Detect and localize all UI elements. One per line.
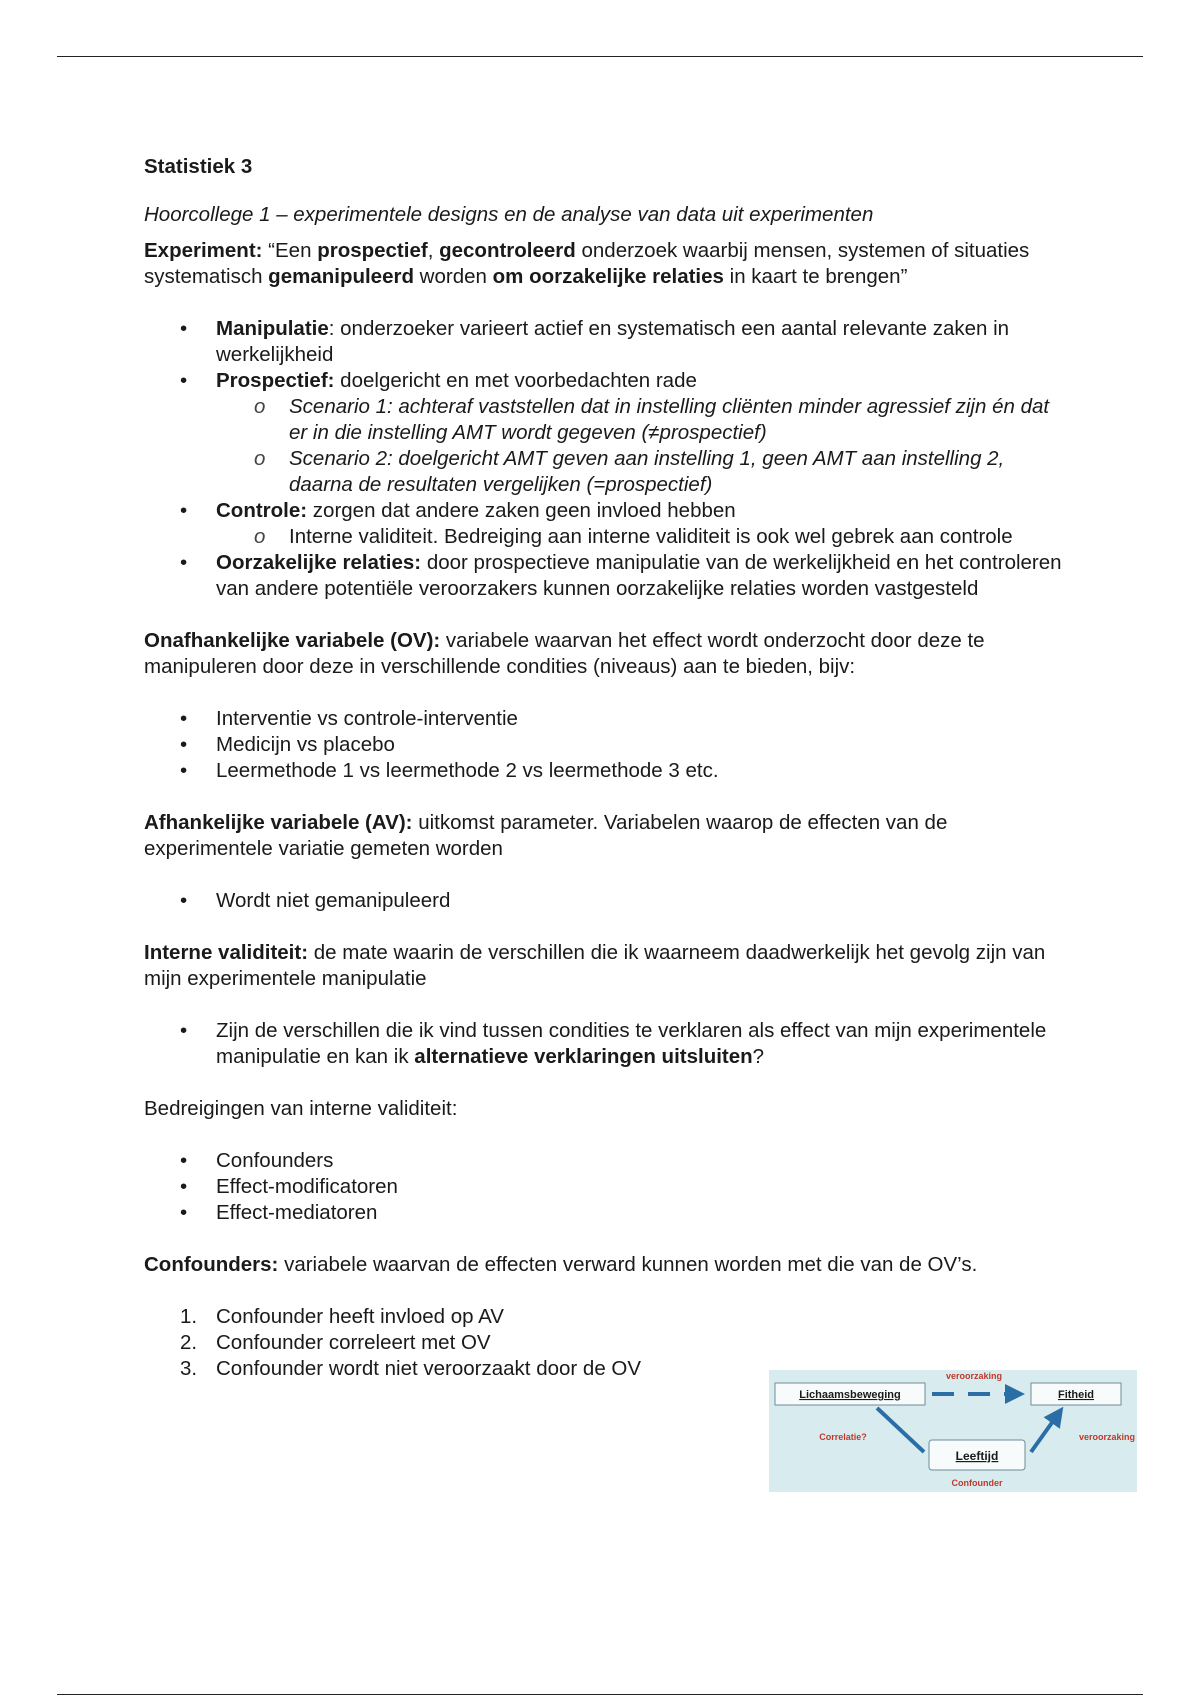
- av-definition: Afhankelijke variabele (AV): uitkomst parameter. Variabelen waarop de effecten van de experimentele variatie gemeten worden: [144, 811, 948, 860]
- list-item: 1. Confounder heeft invloed op AV: [180, 1305, 504, 1328]
- experiment-term: Experiment:: [144, 239, 263, 262]
- document-page: [144, 154, 1064, 1382]
- footer-rule: [57, 1694, 1143, 1695]
- sub-list-item: o Scenario 2: doelgericht AMT geven aan instelling 1, geen AMT aan instelling 2, daarna de resultaten vergelijken (=prospectief): [289, 446, 1064, 498]
- list-item: 2. Confounder correleert met OV: [180, 1331, 491, 1354]
- lecture-subtitle: Hoorcollege 1 – experimentele designs en de analyse van data uit experimenten: [144, 203, 874, 226]
- list-item: • Interventie vs controle-interventie: [216, 706, 1064, 732]
- threats-list: [144, 1148, 1064, 1226]
- internal-validity-list: [144, 1018, 1064, 1070]
- threats-heading: Bedreigingen van interne validiteit:: [144, 1097, 458, 1120]
- list-item: • Oorzakelijke relaties: door prospectieve manipulatie van de werkelijkheid en het controleren van andere potentiële veroorzakers kunnen oorzakelijke relaties worden vastgesteld: [216, 550, 1064, 602]
- list-item: • Medicijn vs placebo: [216, 732, 1064, 758]
- list-item: • Effect-mediatoren: [216, 1200, 1064, 1226]
- list-item: • Confounders: [216, 1148, 1064, 1174]
- label-confounder: Confounder: [951, 1478, 1003, 1488]
- list-item: • Wordt niet gemanipuleerd: [216, 888, 1064, 914]
- list-item: • Leermethode 1 vs leermethode 2 vs leermethode 3 etc.: [216, 758, 1064, 784]
- label-veroorzaking-top: veroorzaking: [945, 1371, 1003, 1381]
- page-title: Statistiek 3: [144, 155, 253, 178]
- ov-definition: Onafhankelijke variabele (OV): variabele waarvan het effect wordt onderzocht door deze te manipuleren door deze in verschillende condities (niveaus) aan te bieden, bijv:: [144, 629, 985, 678]
- av-list: [144, 888, 1064, 914]
- principles-list: [144, 316, 1064, 602]
- ov-list: [144, 706, 1064, 784]
- node-fitheid-label: Fitheid: [1057, 1389, 1095, 1401]
- sub-list-item: o Interne validiteit. Bedreiging aan interne validiteit is ook wel gebrek aan controle: [289, 524, 1064, 550]
- label-correlatie: Correlatie?: [819, 1432, 867, 1442]
- label-veroorzaking-right: veroorzaking: [1078, 1432, 1135, 1442]
- experiment-definition: Experiment: “Een prospectief, gecontroleerd onderzoek waarbij mensen, systemen of situaties systematisch gemanipuleerd worden om oorzakelijke relaties in kaart te brengen”: [144, 239, 1030, 288]
- list-item: • Prospectief: doelgericht en met voorbedachten rade o Scenario 1: achteraf vaststellen dat in instelling cliënten minder agressief zijn én dat er in die instelling AMT wordt gegeven (≠prospectief) o Scenario 2: doelgericht AMT geven aan instelling 1, geen AMT aan instelling 2, daarna de resultaten vergelijken (=prospectief): [216, 368, 1064, 498]
- sub-list: [216, 524, 1064, 550]
- node-leeftijd-label: Leeftijd: [955, 1449, 999, 1463]
- sub-list: [216, 394, 1064, 498]
- list-item: • Zijn de verschillen die ik vind tussen condities te verklaren als effect van mijn experimentele manipulatie en kan ik alternatieve verklaringen uitsluiten?: [216, 1018, 1064, 1070]
- sub-list-item: o Scenario 1: achteraf vaststellen dat in instelling cliënten minder agressief zijn én dat er in die instelling AMT wordt gegeven (≠prospectief): [289, 394, 1064, 446]
- internal-validity-definition: Interne validiteit: de mate waarin de verschillen die ik waarneem daadwerkelijk het gevolg zijn van mijn experimentele manipulatie: [144, 941, 1046, 990]
- header-rule: [57, 56, 1143, 57]
- list-item: • Manipulatie: onderzoeker varieert actief en systematisch een aantal relevante zaken in werkelijkheid: [216, 316, 1064, 368]
- node-lichaamsbeweging-label: Lichaamsbeweging: [799, 1389, 901, 1401]
- list-item: • Effect-modificatoren: [216, 1174, 1064, 1200]
- list-item: 3. Confounder wordt niet veroorzaakt door de OV: [180, 1357, 642, 1380]
- confounder-diagram: [769, 1370, 1137, 1492]
- confounders-definition: Confounders: variabele waarvan de effecten verward kunnen worden met die van de OV’s.: [144, 1253, 978, 1276]
- list-item: • Controle: zorgen dat andere zaken geen invloed hebben o Interne validiteit. Bedreiging aan interne validiteit is ook wel gebrek aan controle: [216, 498, 1064, 550]
